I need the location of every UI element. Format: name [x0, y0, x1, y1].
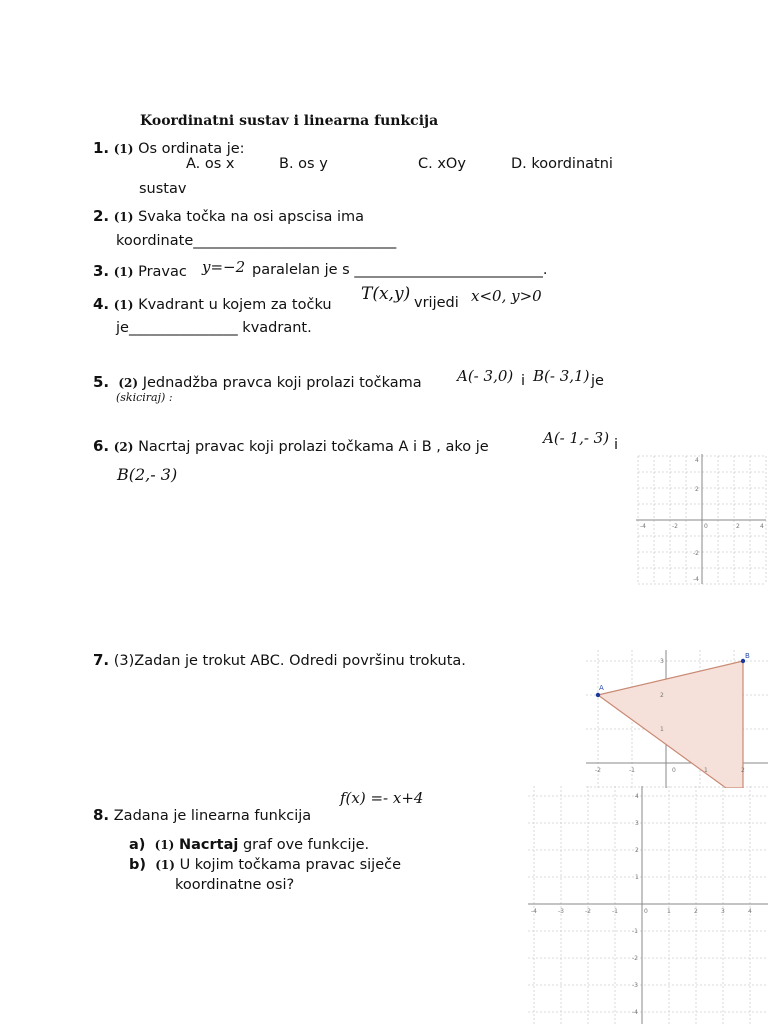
tick-label: -1: [629, 767, 635, 774]
tick-label: -2: [585, 908, 591, 915]
points: (1): [113, 142, 134, 156]
triangle-abc: [598, 661, 743, 788]
question-5: [93, 373, 422, 391]
question-1: [93, 139, 245, 157]
tick-label: 2: [694, 908, 698, 915]
question-text: Os ordinata je:: [138, 141, 245, 157]
math-expression: A(- 1,- 3): [543, 429, 610, 447]
tick-label: -1: [632, 928, 638, 935]
math-expression: T(x,y): [361, 284, 411, 304]
points: (1): [113, 210, 134, 224]
subquestion-label: a): [129, 837, 146, 853]
question-text: Kvadrant u kojem za točku: [138, 297, 332, 313]
question-number: 6.: [93, 437, 110, 455]
subquestion-label: b): [129, 857, 147, 873]
tick-label: 3: [660, 658, 664, 665]
question-8: [93, 806, 311, 824]
question-text: Jednadžba pravca koji prolazi točkama: [142, 375, 422, 391]
tick-label: 4: [748, 908, 752, 915]
math-expression: A(- 3,0): [457, 367, 514, 385]
option-d-continued: sustav: [139, 181, 187, 197]
subquestion-a: [129, 837, 369, 853]
answer-line: je_______________ kvadrant.: [116, 320, 312, 336]
question-6: [93, 437, 489, 455]
question-number: 5.: [93, 373, 110, 391]
question-note: (skiciraj) :: [116, 391, 173, 404]
graph-q7: [586, 650, 768, 788]
question-text: (3)Zadan je trokut ABC. Odredi površinu trokuta.: [113, 653, 466, 669]
question-text-cont: i: [614, 437, 619, 453]
tick-label: 1: [660, 726, 664, 733]
tick-label: 0: [672, 767, 676, 774]
points: (1): [113, 265, 134, 279]
question-text: Pravac: [138, 264, 187, 280]
question-text: Zadana je linearna funkcija: [113, 808, 312, 824]
question-text-cont: vrijedi: [414, 295, 459, 311]
tick-label: -4: [632, 1009, 638, 1016]
math-expression: y=−2: [202, 258, 246, 276]
tick-label: 4: [635, 793, 639, 800]
tick-label: 4: [695, 457, 699, 464]
subquestion-b: [129, 857, 401, 873]
tick-label: 3: [721, 908, 725, 915]
math-expression: B(2,- 3): [117, 465, 178, 484]
question-number: 3.: [93, 262, 110, 280]
question-text: Svaka točka na osi apscisa ima: [138, 209, 365, 225]
emphasis: Nacrtaj: [178, 837, 239, 853]
tick-label: -4: [640, 523, 646, 530]
tick-label: -1: [612, 908, 618, 915]
points: (1): [154, 838, 175, 852]
math-expression: B(- 3,1): [533, 367, 590, 385]
question-text-cont: i: [521, 373, 526, 389]
question-number: 2.: [93, 207, 110, 225]
subquestion-text: graf ove funkcije.: [242, 837, 370, 853]
question-text-cont: paralelan je s __________________________.: [252, 262, 548, 278]
point-a: [596, 693, 600, 697]
tick-label: 2: [635, 847, 639, 854]
option-b: B. os y: [279, 156, 328, 172]
tick-label: -3: [558, 908, 564, 915]
tick-label: 3: [635, 820, 639, 827]
tick-label: -3: [632, 982, 638, 989]
points: (2): [118, 376, 139, 390]
option-d: D. koordinatni: [511, 156, 613, 172]
tick-label: -2: [672, 523, 678, 530]
graph-q8: [528, 786, 768, 1024]
option-a: A. os x: [186, 156, 235, 172]
tick-label: -4: [693, 576, 699, 583]
tick-label: 2: [695, 486, 699, 493]
tick-label: -2: [632, 955, 638, 962]
subquestion-b-continued: koordinatne osi?: [175, 877, 295, 893]
question-number: 7.: [93, 651, 110, 669]
math-expression: f(x) =- x+4: [340, 789, 424, 807]
tick-label: 0: [704, 523, 708, 530]
answer-line: koordinate____________________________: [116, 233, 397, 249]
tick-label: 2: [741, 767, 745, 774]
question-text-cont: je: [591, 373, 604, 389]
option-c: C. xOy: [418, 156, 466, 172]
tick-label: -2: [595, 767, 601, 774]
tick-label: 0: [644, 908, 648, 915]
points: (1): [155, 858, 175, 872]
tick-label: -4: [531, 908, 537, 915]
points: (2): [113, 440, 134, 454]
question-text: Nacrtaj pravac koji prolazi točkama A i B , ako je: [138, 439, 489, 455]
question-4: [93, 295, 332, 313]
point-b-label: B: [745, 652, 750, 660]
question-number: 8.: [93, 806, 110, 824]
tick-label: 1: [704, 767, 708, 774]
tick-label: 4: [760, 523, 764, 530]
math-expression: x<0, y>0: [471, 287, 542, 305]
question-3: [93, 262, 187, 280]
tick-label: 2: [736, 523, 740, 530]
points: (1): [113, 298, 134, 312]
tick-label: 1: [635, 874, 639, 881]
tick-label: 2: [660, 692, 664, 699]
point-a-label: A: [599, 684, 604, 692]
tick-label: -2: [693, 550, 699, 557]
question-2: [93, 207, 364, 225]
tick-label: 1: [667, 908, 671, 915]
question-number: 1.: [93, 139, 110, 157]
page-title: Koordinatni sustav i linearna funkcija: [140, 113, 439, 129]
question-7: [93, 651, 466, 669]
subquestion-text: U kojim točkama pravac siječe: [179, 857, 402, 873]
question-number: 4.: [93, 295, 110, 313]
graph-q6: [632, 450, 768, 586]
